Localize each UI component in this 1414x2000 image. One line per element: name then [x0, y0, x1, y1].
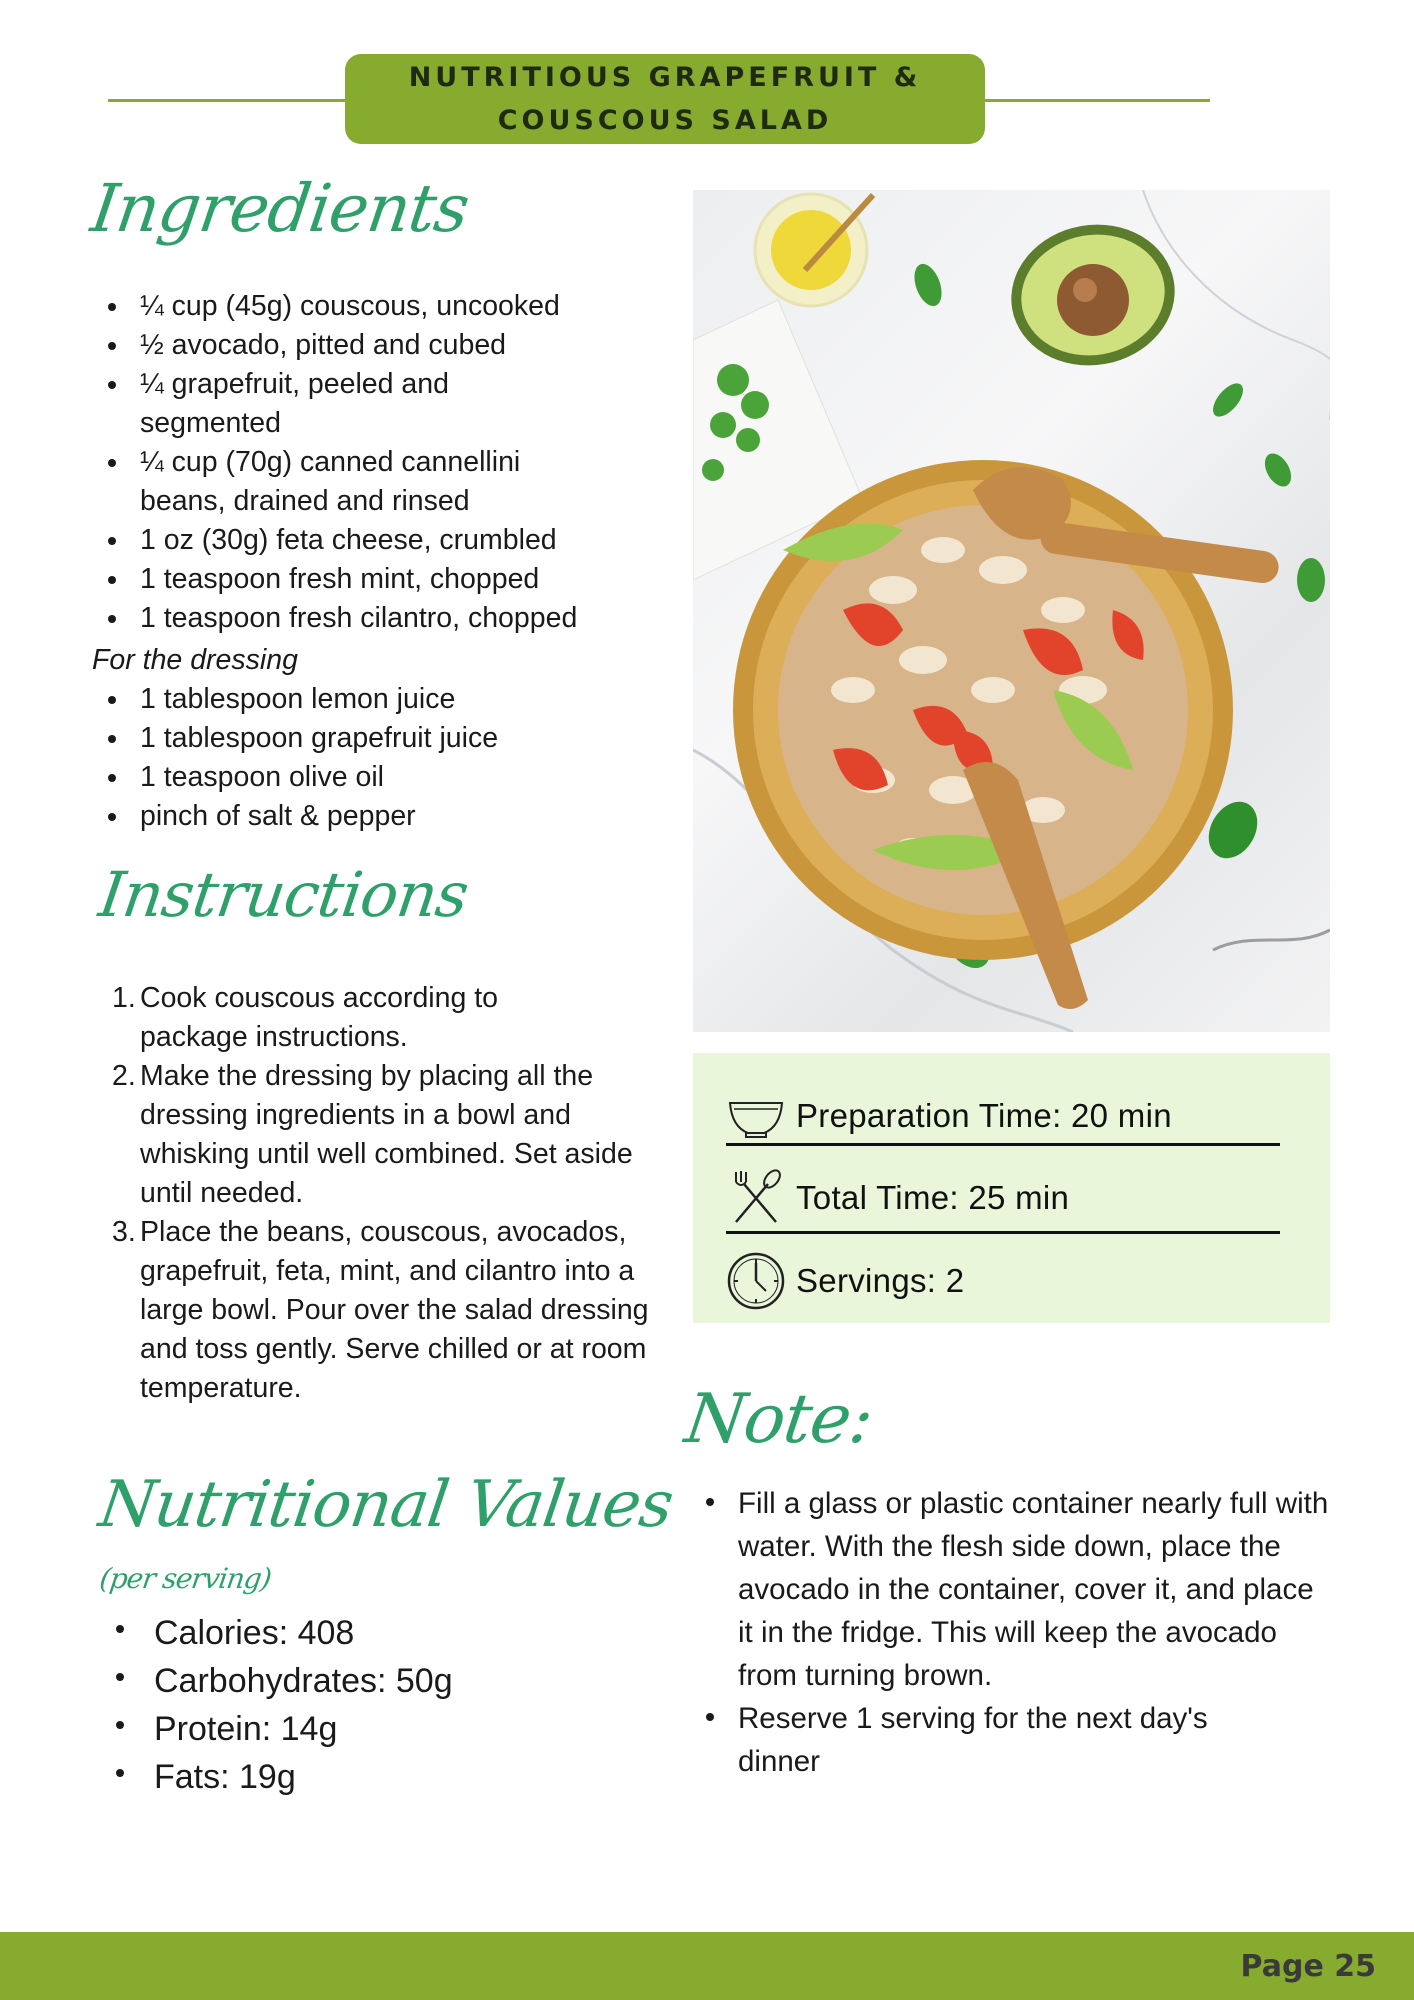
step-number: 1.	[112, 982, 136, 1014]
instructions-list	[92, 979, 672, 1408]
ingredient-item: ½ avocado, pitted and cubed	[92, 326, 652, 365]
prep-time-text: Preparation Time: 20 min	[796, 1097, 1172, 1134]
step-text: Make the dressing by placing all the dressing ingredients in a bowl and whisking until well combined. Set aside until needed.	[140, 1060, 633, 1209]
nutrition-item: Carbohydrates: 50g	[100, 1657, 600, 1705]
page-number: Page 25	[1240, 1949, 1376, 1984]
step-number: 3.	[112, 1216, 136, 1248]
step-text: Place the beans, couscous, avocados, grapefruit, feta, mint, and cilantro into a large bowl. Pour over the salad dressing and toss gently. Serve chilled or at room temperature.	[140, 1216, 649, 1404]
ingredients-list	[92, 287, 652, 638]
page-footer	[0, 1932, 1414, 2000]
ingredients-heading: Ingredients	[86, 170, 474, 247]
ingredient-item: 1 teaspoon fresh cilantro, chopped	[92, 599, 652, 638]
ingredient-item: ¼ cup (70g) canned cannellini beans, drained and rinsed	[92, 443, 592, 521]
note-list	[690, 1482, 1330, 1783]
recipe-title: NUTRITIOUS GRAPEFRUIT & COUSCOUS SALAD	[408, 62, 922, 136]
nutrition-list	[100, 1609, 600, 1801]
title-rule-left	[108, 99, 348, 102]
dressing-item: 1 tablespoon lemon juice	[92, 680, 652, 719]
servings-row	[726, 1240, 1280, 1322]
note-item: Reserve 1 serving for the next day's dinner	[690, 1697, 1250, 1783]
nutrition-item: Fats: 19g	[100, 1753, 600, 1801]
recipe-info-box	[693, 1053, 1330, 1323]
fork-spoon-icon	[726, 1168, 796, 1228]
total-time-text: Total Time: 25 min	[796, 1179, 1070, 1216]
instruction-step	[92, 1213, 672, 1408]
note-item: Fill a glass or plastic container nearly full with water. With the flesh side down, place the avocado in the container, cover it, and place it in the fridge. This will keep the avocado from turning brown.	[690, 1482, 1330, 1697]
step-number: 2.	[112, 1060, 136, 1092]
dressing-item: 1 tablespoon grapefruit juice	[92, 719, 652, 758]
instruction-step	[92, 1057, 662, 1213]
ingredient-item: 1 teaspoon fresh mint, chopped	[92, 560, 652, 599]
ingredient-item: 1 oz (30g) feta cheese, crumbled	[92, 521, 652, 560]
nutrition-item: Protein: 14g	[100, 1705, 600, 1753]
title-rule-right	[980, 99, 1210, 102]
nutrition-heading: Nutritional Values	[94, 1468, 678, 1542]
nutrition-subheading: (per serving)	[97, 1562, 274, 1595]
dressing-item: pinch of salt & pepper	[92, 797, 652, 836]
info-divider	[726, 1143, 1280, 1146]
instruction-step	[92, 979, 552, 1057]
servings-text: Servings: 2	[796, 1262, 965, 1299]
ingredient-item: ¼ cup (45g) couscous, uncooked	[92, 287, 652, 326]
dressing-item: 1 teaspoon olive oil	[92, 758, 652, 797]
salad-photo	[693, 190, 1330, 1032]
note-heading: Note:	[680, 1380, 878, 1459]
nutrition-item: Calories: 408	[100, 1609, 600, 1657]
total-time-row	[726, 1157, 1280, 1239]
ingredient-item: ¼ grapefruit, peeled and segmented	[92, 365, 552, 443]
dressing-list	[92, 680, 652, 836]
bowl-icon	[726, 1086, 796, 1146]
clock-icon	[726, 1251, 796, 1311]
info-divider	[726, 1231, 1280, 1234]
instructions-heading: Instructions	[94, 858, 473, 931]
dressing-subheading: For the dressing	[92, 644, 298, 676]
title-banner	[345, 54, 985, 144]
step-text: Cook couscous according to package instructions.	[140, 982, 499, 1053]
